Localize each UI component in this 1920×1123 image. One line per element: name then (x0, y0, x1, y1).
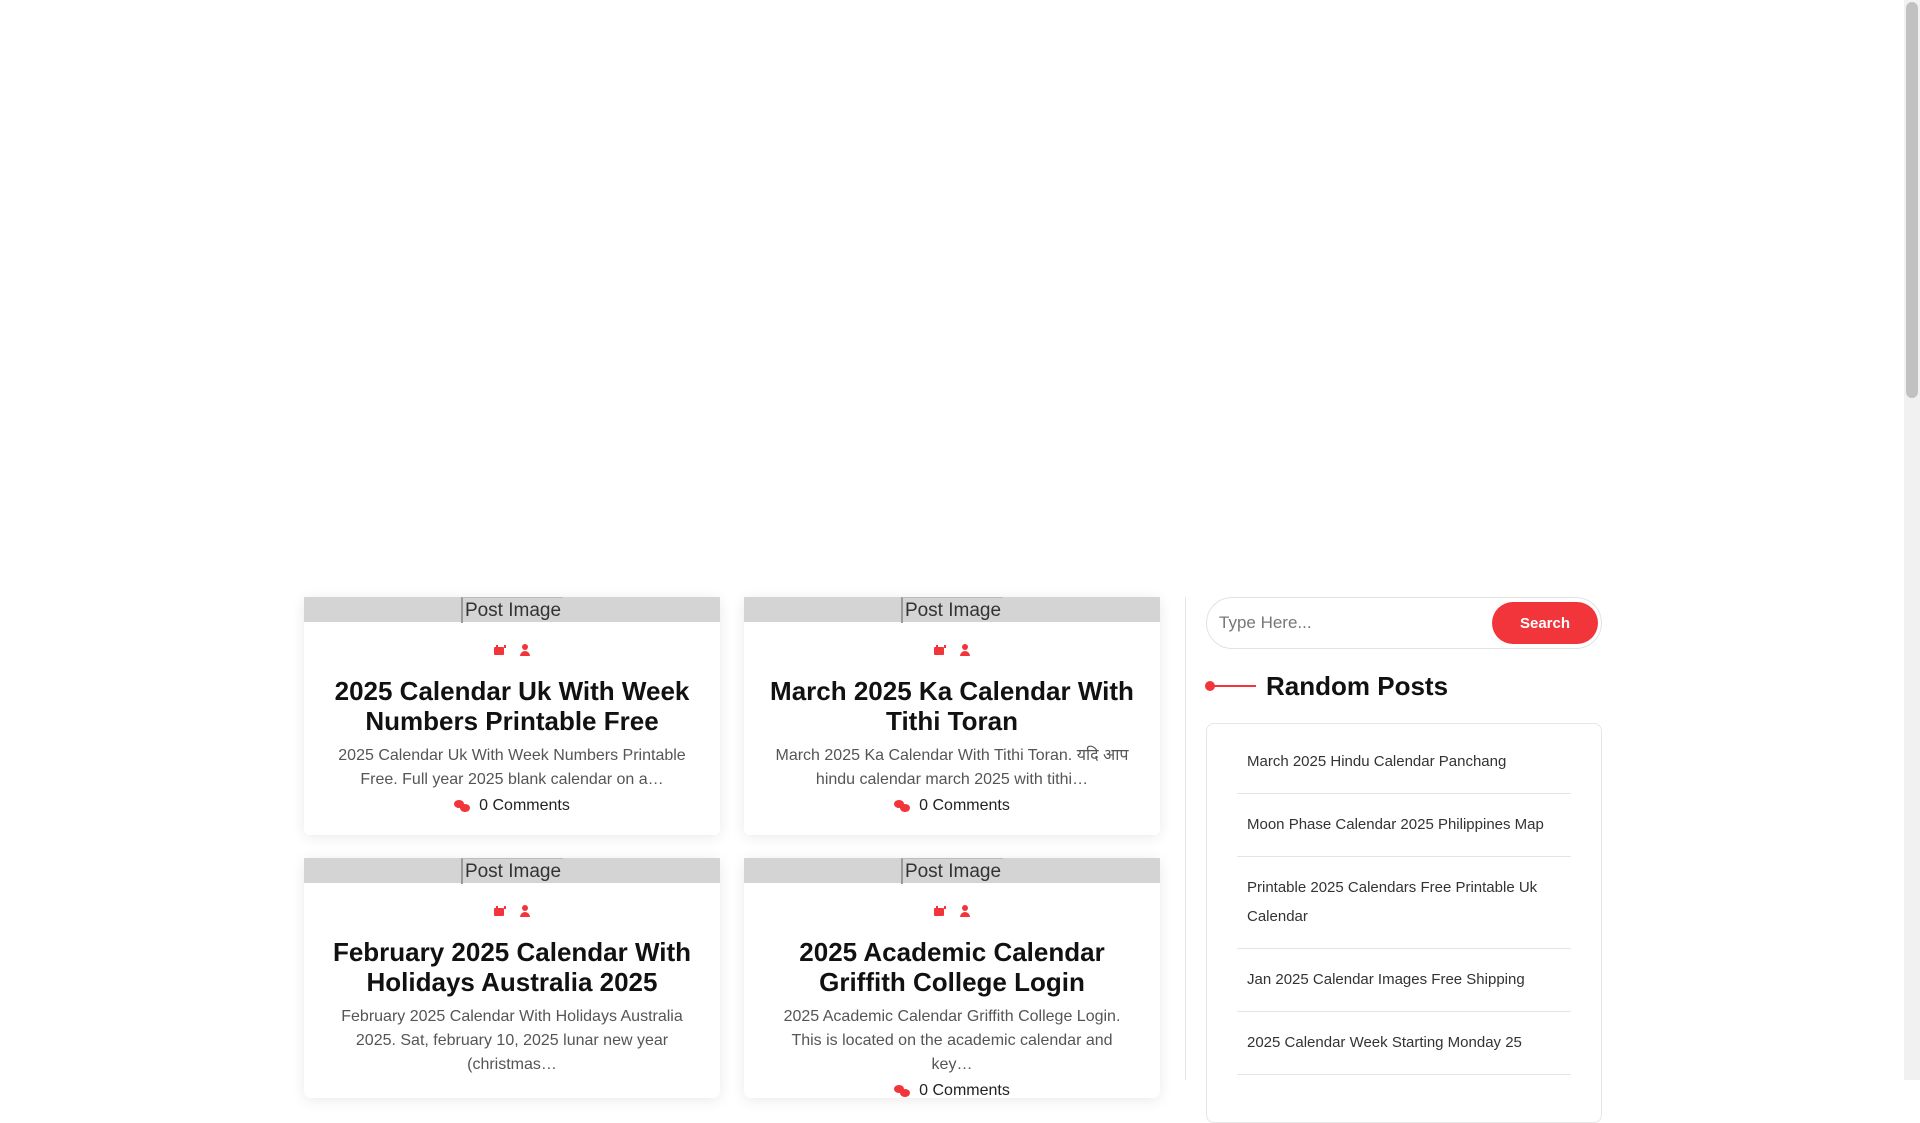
post-image-alt: Post Image (461, 858, 563, 884)
post-excerpt: 2025 Calendar Uk With Week Numbers Printable Free. Full year 2025 blank calendar on a… (338, 747, 686, 788)
post-card[interactable] (304, 858, 720, 1098)
scrollbar-thumb[interactable] (1906, 2, 1918, 398)
calendar-icon[interactable] (933, 644, 945, 656)
search-button[interactable]: Search (1492, 602, 1598, 644)
search-form (1206, 597, 1602, 649)
post-image[interactable] (744, 858, 1160, 883)
comments-icon (894, 800, 910, 812)
heading-accent-line (1206, 685, 1256, 687)
post-excerpt: 2025 Academic Calendar Griffith College Login. This is located on the academic calendar and key… (783, 1008, 1121, 1073)
calendar-icon[interactable] (493, 905, 505, 917)
comments-count[interactable]: 0 Comments (919, 797, 1010, 814)
random-posts-title: Random Posts (1266, 670, 1449, 701)
post-card[interactable] (744, 858, 1160, 1098)
random-posts-heading (1206, 669, 1448, 703)
random-post-link[interactable]: March 2025 Hindu Calendar Panchang (1237, 724, 1571, 794)
comments-count[interactable]: 0 Comments (479, 797, 570, 814)
calendar-icon[interactable] (933, 905, 945, 917)
post-title[interactable]: 2025 Calendar Uk With Week Numbers Printable Free (334, 676, 690, 736)
user-icon[interactable] (959, 905, 971, 917)
search-input[interactable] (1208, 599, 1488, 647)
post-meta (304, 644, 720, 658)
random-post-link[interactable]: Printable 2025 Calendars Free Printable Uk Calendar (1237, 857, 1571, 949)
main-content (304, 597, 1602, 1099)
post-excerpt: February 2025 Calendar With Holidays Australia 2025. Sat, february 10, 2025 lunar new year (christmas… (341, 1008, 683, 1073)
post-image[interactable] (744, 597, 1160, 622)
post-comments[interactable] (744, 794, 1160, 828)
comments-count[interactable]: 0 Comments (919, 1082, 1010, 1099)
post-image-alt: Post Image (901, 858, 1003, 884)
post-excerpt: March 2025 Ka Calendar With Tithi Toran. यदि आप hindu calendar march 2025 with tithi… (775, 747, 1129, 788)
post-title[interactable]: February 2025 Calendar With Holidays Australia 2025 (332, 937, 692, 997)
post-image-alt: Post Image (901, 597, 1003, 623)
post-meta (744, 644, 1160, 658)
random-post-link[interactable]: 2025 Calendar Week Starting Monday 25 (1237, 1012, 1571, 1075)
page-scrollbar[interactable] (1904, 0, 1920, 1080)
post-image-alt: Post Image (461, 597, 563, 623)
post-comments[interactable] (304, 794, 720, 828)
post-image[interactable] (304, 597, 720, 622)
random-post-link[interactable]: Moon Phase Calendar 2025 Philippines Map (1237, 794, 1571, 857)
comments-icon (894, 1085, 910, 1097)
post-meta (744, 905, 1160, 919)
user-icon[interactable] (959, 644, 971, 656)
post-card[interactable] (304, 597, 720, 835)
random-posts-list (1206, 723, 1602, 1123)
calendar-icon[interactable] (493, 644, 505, 656)
post-title[interactable]: March 2025 Ka Calendar With Tithi Toran (770, 676, 1134, 736)
post-image[interactable] (304, 858, 720, 883)
user-icon[interactable] (519, 905, 531, 917)
user-icon[interactable] (519, 644, 531, 656)
random-post-link[interactable]: Jan 2025 Calendar Images Free Shipping (1237, 949, 1571, 1012)
post-meta (304, 905, 720, 919)
post-comments[interactable] (744, 1079, 1160, 1113)
post-title[interactable]: 2025 Academic Calendar Griffith College Login (799, 937, 1105, 997)
comments-icon (454, 800, 470, 812)
column-divider (1185, 597, 1186, 1080)
post-card[interactable] (744, 597, 1160, 835)
